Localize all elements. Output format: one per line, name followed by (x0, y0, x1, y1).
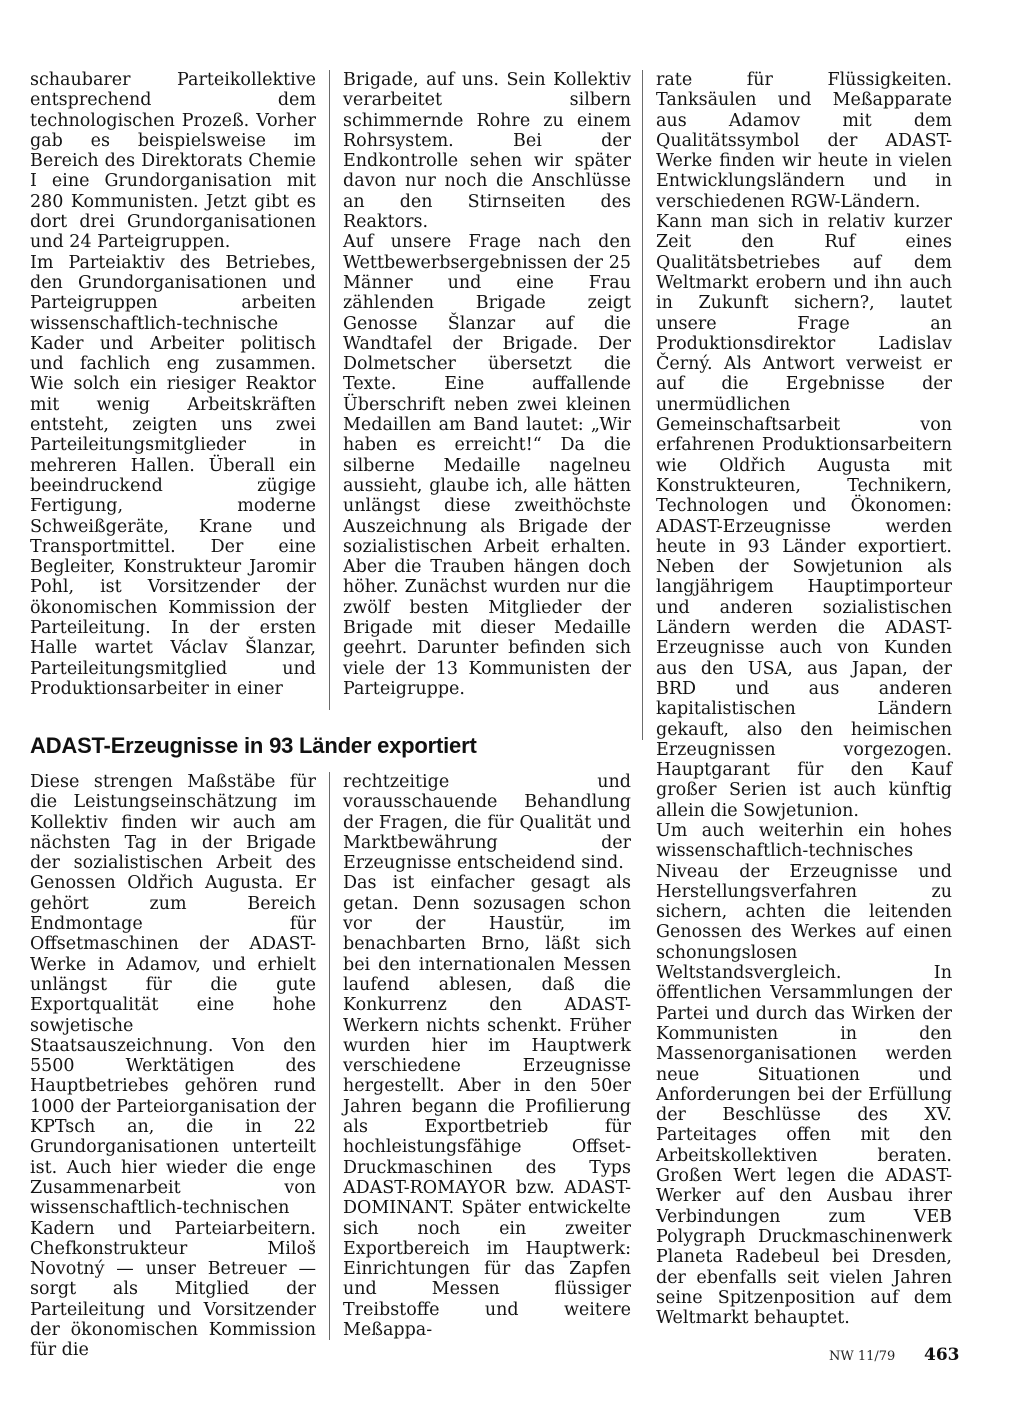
column-middle-top (343, 70, 631, 699)
paragraph: Brigade, auf uns. Sein Kollektiv verarbeitet silbern schimmernde Rohre zu einem Rohrsystem. Bei der Endkontrolle sehen wir später davon nur noch die Anschlüsse an den Stirnseiten des Reaktors. (343, 70, 631, 233)
column-left-top (30, 70, 316, 699)
section-headline: ADAST-Erzeugnisse in 93 Länder exportiert (30, 733, 477, 758)
paragraph: rechtzeitige und vorausschauende Behandlung der Fragen, die für Qualität und Marktbewährung der Erzeugnisse entscheidend sind. (343, 772, 631, 874)
column-left-bottom (30, 772, 316, 1361)
paragraph: Das ist einfacher gesagt als getan. Denn sozusagen schon vor der Haustür, im benachbarten Brno, läßt sich bei den internationalen Messen laufend ablesen, daß die Konkurrenz den ADAST-Werkern nichts schenkt. Früher wurden hier im Hauptwerk verschiedene Erzeugnisse hergestellt. Aber in den 50er Jahren begann die Profilierung als Exportbetrieb für hochleistungsfähige Offset-Druckmaschinen des Typs ADAST-ROMAYOR bzw. ADAST-DOMINANT. Später entwickelte sich noch ein zweiter Exportbereich im Hauptwerk: Einrichtungen für das Zapfen und Messen flüssiger Treibstoffe und weitere Meßappa- (343, 873, 631, 1341)
column-middle-bottom (343, 772, 631, 1340)
paragraph: Im Parteiaktiv des Betriebes, den Grundorganisationen und Parteigruppen arbeiten wissenschaftlich-technische Kader und Arbeiter politisch und fachlich eng zusammen. Wie solch ein riesiger Reaktor mit wenig Arbeitskräften entsteht, zeigten uns zwei Parteileitungsmitglieder in mehreren Hallen. Überall ein beeindruckend zügige Fertigung, moderne Schweißgeräte, Krane und Transportmittel. Der eine Begleiter, Konstrukteur Jaromir Pohl, ist Vorsitzender der ökonomischen Kommission der Parteileitung. In der ersten Halle wartet Václav Šlanzar, Parteileitungsmitglied und Produktionsarbeiter in einer (30, 252, 316, 699)
paragraph: schaubarer Parteikollektive entsprechend dem technologischen Prozeß. Vorher gab es beispielsweise im Bereich des Direktorats Chemie I eine Grundorganisation mit 280 Kommunisten. Jetzt gibt es dort drei Grundorganisationen und 24 Parteigruppen. (30, 70, 316, 253)
page-number: 463 (924, 1345, 960, 1365)
column-right (656, 70, 952, 1328)
column-divider (329, 70, 330, 710)
paragraph: Auf unsere Frage nach den Wettbewerbsergebnissen der 25 Männer und eine Frau zählenden Brigade zeigt Genosse Šlanzar auf die Wandtafel der Brigade. Der Dolmetscher übersetzt die Texte. Eine auffallende Überschrift neben zwei kleinen Medaillen am Band lautet: „Wir haben es erreicht!“ Da die silberne Medaille nagelneu aussieht, glaube ich, alle hätten unlängst diese zweithöchste Auszeichnung als Brigade der sozialistischen Arbeit erhalten. Aber die Trauben hängen doch höher. Zunächst wurden nur die zwölf besten Mitglieder der Brigade mit dieser Medaille geehrt. Darunter befinden sich viele der 13 Kommunisten der Parteigruppe. (343, 232, 631, 699)
paragraph: Diese strengen Maßstäbe für die Leistungseinschätzung im Kollektiv finden wir auch am nächsten Tag in der Brigade der sozialistischen Arbeit des Genossen Oldřich Augusta. Er gehört zum Bereich Endmontage für Offsetmaschinen der ADAST-Werke in Adamov, und erhielt unlängst für die gute Exportqualität eine hohe sowjetische Staatsauszeichnung. Von den 5500 Werktätigen des Hauptbetriebes gehören rund 1000 der Parteiorganisation der KPTsch an, die in 22 Grundorganisationen unterteilt ist. Auch hier wieder die enge Zusammenarbeit von wissenschaftlich-technischen Kadern und Parteiarbeitern. Chefkonstrukteur Miloš Novotný — unser Betreuer — sorgt als Mitglied der Parteileitung und Vorsitzender der ökonomischen Kommission für die (30, 772, 316, 1361)
paragraph: Um auch weiterhin ein hohes wissenschaftlich-technisches Niveau der Erzeugnisse und Herstellungsverfahren zu sichern, achten die leitenden Genossen des Werkes auf einen schonungslosen Weltstandsvergleich. In öffentlichen Versammlungen der Partei und durch das Wirken der Kommunisten in den Massenorganisationen werden neue Situationen und Anforderungen bei der Erfüllung der Beschlüsse des XV. Parteitages offen mit den Arbeitskollektiven beraten. Großen Wert legen die ADAST-Werker auf den Ausbau ihrer Verbindungen zum VEB Polygraph Druckmaschinenwerk Planeta Radebeul bei Dresden, der ebenfalls seit vielen Jahren seine Spitzenposition auf dem Weltmarkt behauptet. (656, 820, 952, 1329)
issue-label: NW 11/79 (829, 1349, 896, 1364)
column-divider (329, 772, 330, 1340)
paragraph: rate für Flüssigkeiten. Tanksäulen und Meßapparate aus Adamov mit dem Qualitätssymbol der ADAST-Werke finden wir heute in vielen Entwicklungsländern und in verschiedenen RGW-Ländern. (656, 70, 952, 212)
column-divider (642, 70, 643, 740)
paragraph: Kann man sich in relativ kurzer Zeit den Ruf eines Qualitätsbetriebes auf dem Weltmarkt erobern und ihn auch in Zukunft sichern?, lautet unsere Frage an Produktionsdirektor Ladislav Černý. Als Antwort verweist er auf die Ergebnisse der unermüdlichen Gemeinschaftsarbeit von erfahrenen Produktionsarbeitern wie Oldřich Augusta mit Konstrukteuren, Technikern, Technologen und Ökonomen: ADAST-Erzeugnisse werden heute in 93 Länder exportiert. Neben der Sowjetunion als langjährigem Hauptimporteur und anderen sozialistischen Ländern werden die ADAST-Erzeugnisse auch von Kunden aus den USA, aus Japan, der BRD und aus anderen kapitalistischen Ländern gekauft, also den heimischen Erzeugnissen vorgezogen. Hauptgarant für den Kauf großer Serien ist auch künftig allein die Sowjetunion. (656, 212, 952, 821)
